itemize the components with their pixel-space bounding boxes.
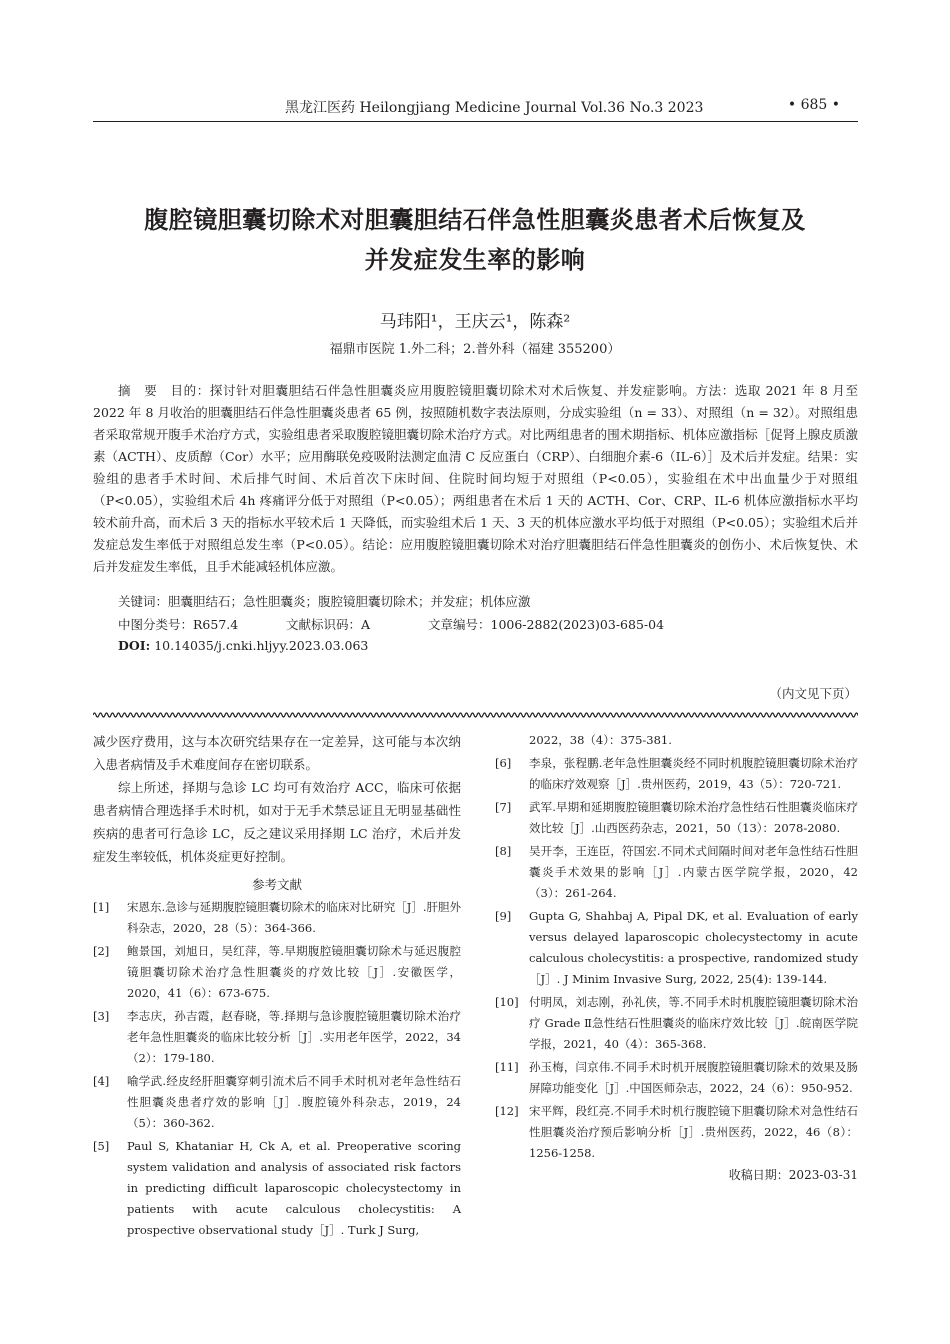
reference-text: 宋恩东.急诊与延期腹腔镜胆囊切除术的临床对比研究［J］.肝胆外科杂志，2020，28（5）：364-366. xyxy=(127,900,461,935)
reference-number: [9] xyxy=(495,909,512,923)
reference-number: [11] xyxy=(495,1060,519,1074)
page-number: • 685 • xyxy=(787,97,840,113)
reference-number: [8] xyxy=(495,844,512,858)
reference-text: Gupta G, Shahbaj A, Pipal DK, et al. Evaluation of early versus delayed laparoscopic cholecystectomy in acute calculous cholecystitis: a prospective, randomized study［J］. J Minim Invasive Surg, 2022, 25(4): 139-144. xyxy=(529,909,858,986)
reference-text: 宋平辉，段红亮.不同手术时机行腹腔镜下胆囊切除术对急性结石性胆囊炎治疗预后影响分析［J］.贵州医药，2022，46（8）：1256-1258. xyxy=(529,1104,858,1160)
reference-text: 李泉，张程鹏.老年急性胆囊炎经不同时机腹腔镜胆囊切除术治疗的临床疗效观察［J］.贵州医药，2019，43（5）：720-721. xyxy=(529,756,858,791)
reference-item xyxy=(93,1136,461,1241)
affiliation: 福鼎市医院 1.外二科；2.普外科（福建 355200） xyxy=(329,342,621,357)
reference-number: [1] xyxy=(93,900,110,914)
reference-item xyxy=(495,797,858,839)
reference-number: [2] xyxy=(93,944,110,958)
body-paragraph-1: 减少医疗费用，这与本次研究结果存在一定差异，这可能与本次纳入患者病情及手术难度间存在密切联系。 xyxy=(93,734,461,772)
reference-number: [10] xyxy=(495,995,519,1009)
reference-item xyxy=(93,897,461,939)
reference-continuation: 2022，38（4）：375-381. xyxy=(529,733,672,747)
reference-number: [12] xyxy=(495,1104,519,1118)
body-paragraph-2: 综上所述，择期与急诊 LC 均可有效治疗 ACC，临床可依据患者病情合理选择手术时机，如对于无手术禁忌证且无明显基础性疾病的患者可行急诊 LC，反之建议采用择期 LC 治疗，术后并发症发生率较低，机体炎症更好控制。 xyxy=(93,780,461,864)
reference-number: [6] xyxy=(495,756,512,770)
document-code: 文献标识码：A xyxy=(286,617,371,632)
reference-number: [7] xyxy=(495,800,512,814)
received-date: 收稿日期：2023-03-31 xyxy=(728,1168,858,1182)
authors: 马玮阳¹，王庆云¹，陈森² xyxy=(379,312,571,332)
running-header xyxy=(93,93,858,122)
continued-note: （内文见下页） xyxy=(769,686,857,701)
reference-item xyxy=(495,753,858,795)
abstract xyxy=(93,380,858,578)
doi-label: DOI: xyxy=(118,638,151,653)
reference-item xyxy=(495,1057,858,1099)
reference-text: 孙玉梅，闫京伟.不同手术时机开展腹腔镜胆囊切除术的效果及肠屏障功能变化［J］.中国医师杂志，2022，24（6）：950-952. xyxy=(529,1060,858,1095)
wavy-divider xyxy=(93,710,858,720)
reference-number: [5] xyxy=(93,1139,110,1153)
reference-item xyxy=(93,1006,461,1069)
title-line-2: 并发症发生率的影响 xyxy=(364,245,586,274)
abstract-text: 摘 要 目的：探讨针对胆囊胆结石伴急性胆囊炎应用腹腔镜胆囊切除术对术后恢复、并发症影响。方法：选取 2021 年 8 月至 2022 年 8 月收治的胆囊胆结石伴急性胆囊炎患者 65 例，按照随机数字表法原则，分成实验组（n = 33）、对照组（n = 32）。对照组患者采取常规开腹手术治疗方式，实验组患者采取腹腔镜胆囊切除术治疗方式。对比两组患者的围术期指标、机体应激指标［促肾上腺皮质激素（ACTH）、皮质醇（Cor）水平；应用酶联免疫吸附法测定血清 C 反应蛋白（CRP）、白细胞介素-6（IL-6）］及术后并发症。结果：实验组的患者手术时间、术后排气时间、术后首次下床时间、住院时间均短于对照组（P<0.05），实验组在术中出血量少于对照组（P<0.05），实验组术后 4h 疼痛评分低于对照组（P<0.05）；两组患者在术后 1 天的 ACTH、Cor、CRP、IL-6 机体应激指标水平均较术前升高，而术后 3 天的指标水平较术后 1 天降低，而实验组术后 1 天、3 天的机体应激水平均低于对照组（P<0.05）；实验组术后并发症总发生率低于对照组总发生率（P<0.05）。结论：应用腹腔镜胆囊切除术对治疗胆囊胆结石伴急性胆囊炎的创伤小、术后恢复快、术后并发症发生率低，且手术能减轻机体应激。 xyxy=(93,383,858,574)
reference-text: 鲍景国，刘旭日，吴红萍，等.早期腹腔镜胆囊切除术与延迟腹腔镜胆囊切除术治疗急性胆囊炎的疗效比较［J］.安徽医学，2020，41（6）：673-675. xyxy=(127,944,461,1000)
article-title xyxy=(60,200,890,280)
doi-value: 10.14035/j.cnki.hljyy.2023.03.063 xyxy=(154,638,369,653)
reference-text: Paul S, Khataniar H, Ck A, et al. Preoperative scoring system validation and analysis of associated risk factors in predicting difficult laparoscopic cholecystectomy in patients with acute calculous cholecystitis: A prospective observational study［J］. Turk J Surg, xyxy=(127,1139,461,1237)
right-column xyxy=(495,730,858,1183)
reference-list-left xyxy=(93,897,461,1241)
title-line-1: 腹腔镜胆囊切除术对胆囊胆结石伴急性胆囊炎患者术后恢复及 xyxy=(144,205,806,234)
reference-item xyxy=(495,992,858,1055)
reference-item xyxy=(495,841,858,904)
reference-text: 李志庆，孙吉霞，赵春晓，等.择期与急诊腹腔镜胆囊切除术治疗老年急性胆囊炎的临床比较分析［J］.实用老年医学，2022，34（2）：179-180. xyxy=(127,1009,461,1065)
article-number: 文章编号：1006-2882(2023)03-685-04 xyxy=(428,617,665,632)
journal-name: 黑龙江医药 Heilongjiang Medicine Journal Vol.36 No.3 2023 xyxy=(285,100,704,116)
reference-text: 付明凤，刘志刚，孙礼侠，等.不同手术时机腹腔镜胆囊切除术治疗 Grade Ⅱ急性结石性胆囊炎的临床疗效比较［J］.皖南医学院学报，2021，40（4）：365-368. xyxy=(529,995,858,1051)
reference-item xyxy=(93,941,461,1004)
references-heading: 参考文献 xyxy=(251,877,302,892)
doi xyxy=(118,638,368,653)
reference-number: [4] xyxy=(93,1074,110,1088)
reference-number: [3] xyxy=(93,1009,110,1023)
reference-text: 吴开李，王连臣，符国宏.不同术式间隔时间对老年急性结石性胆囊炎手术效果的影响［J］.内蒙古医学院学报，2020，42（3）：261-264. xyxy=(529,844,858,900)
reference-item xyxy=(495,1101,858,1164)
keywords: 关键词：胆囊胆结石；急性胆囊炎；腹腔镜胆囊切除术；并发症；机体应激 xyxy=(118,594,531,609)
classification-line xyxy=(118,615,664,633)
reference-item xyxy=(495,906,858,990)
clc-number: 中图分类号：R657.4 xyxy=(118,617,239,632)
reference-list-right xyxy=(495,753,858,1164)
left-column xyxy=(93,730,461,1243)
reference-text: 喻学武.经皮经肝胆囊穿刺引流术后不同手术时机对老年急性结石性胆囊炎患者疗效的影响［J］.腹腔镜外科杂志，2019，24（5）：360-362. xyxy=(127,1074,461,1130)
reference-text: 武军.早期和延期腹腔镜胆囊切除术治疗急性结石性胆囊炎临床疗效比较［J］.山西医药杂志，2021，50（13）：2078-2080. xyxy=(529,800,858,835)
reference-item xyxy=(93,1071,461,1134)
